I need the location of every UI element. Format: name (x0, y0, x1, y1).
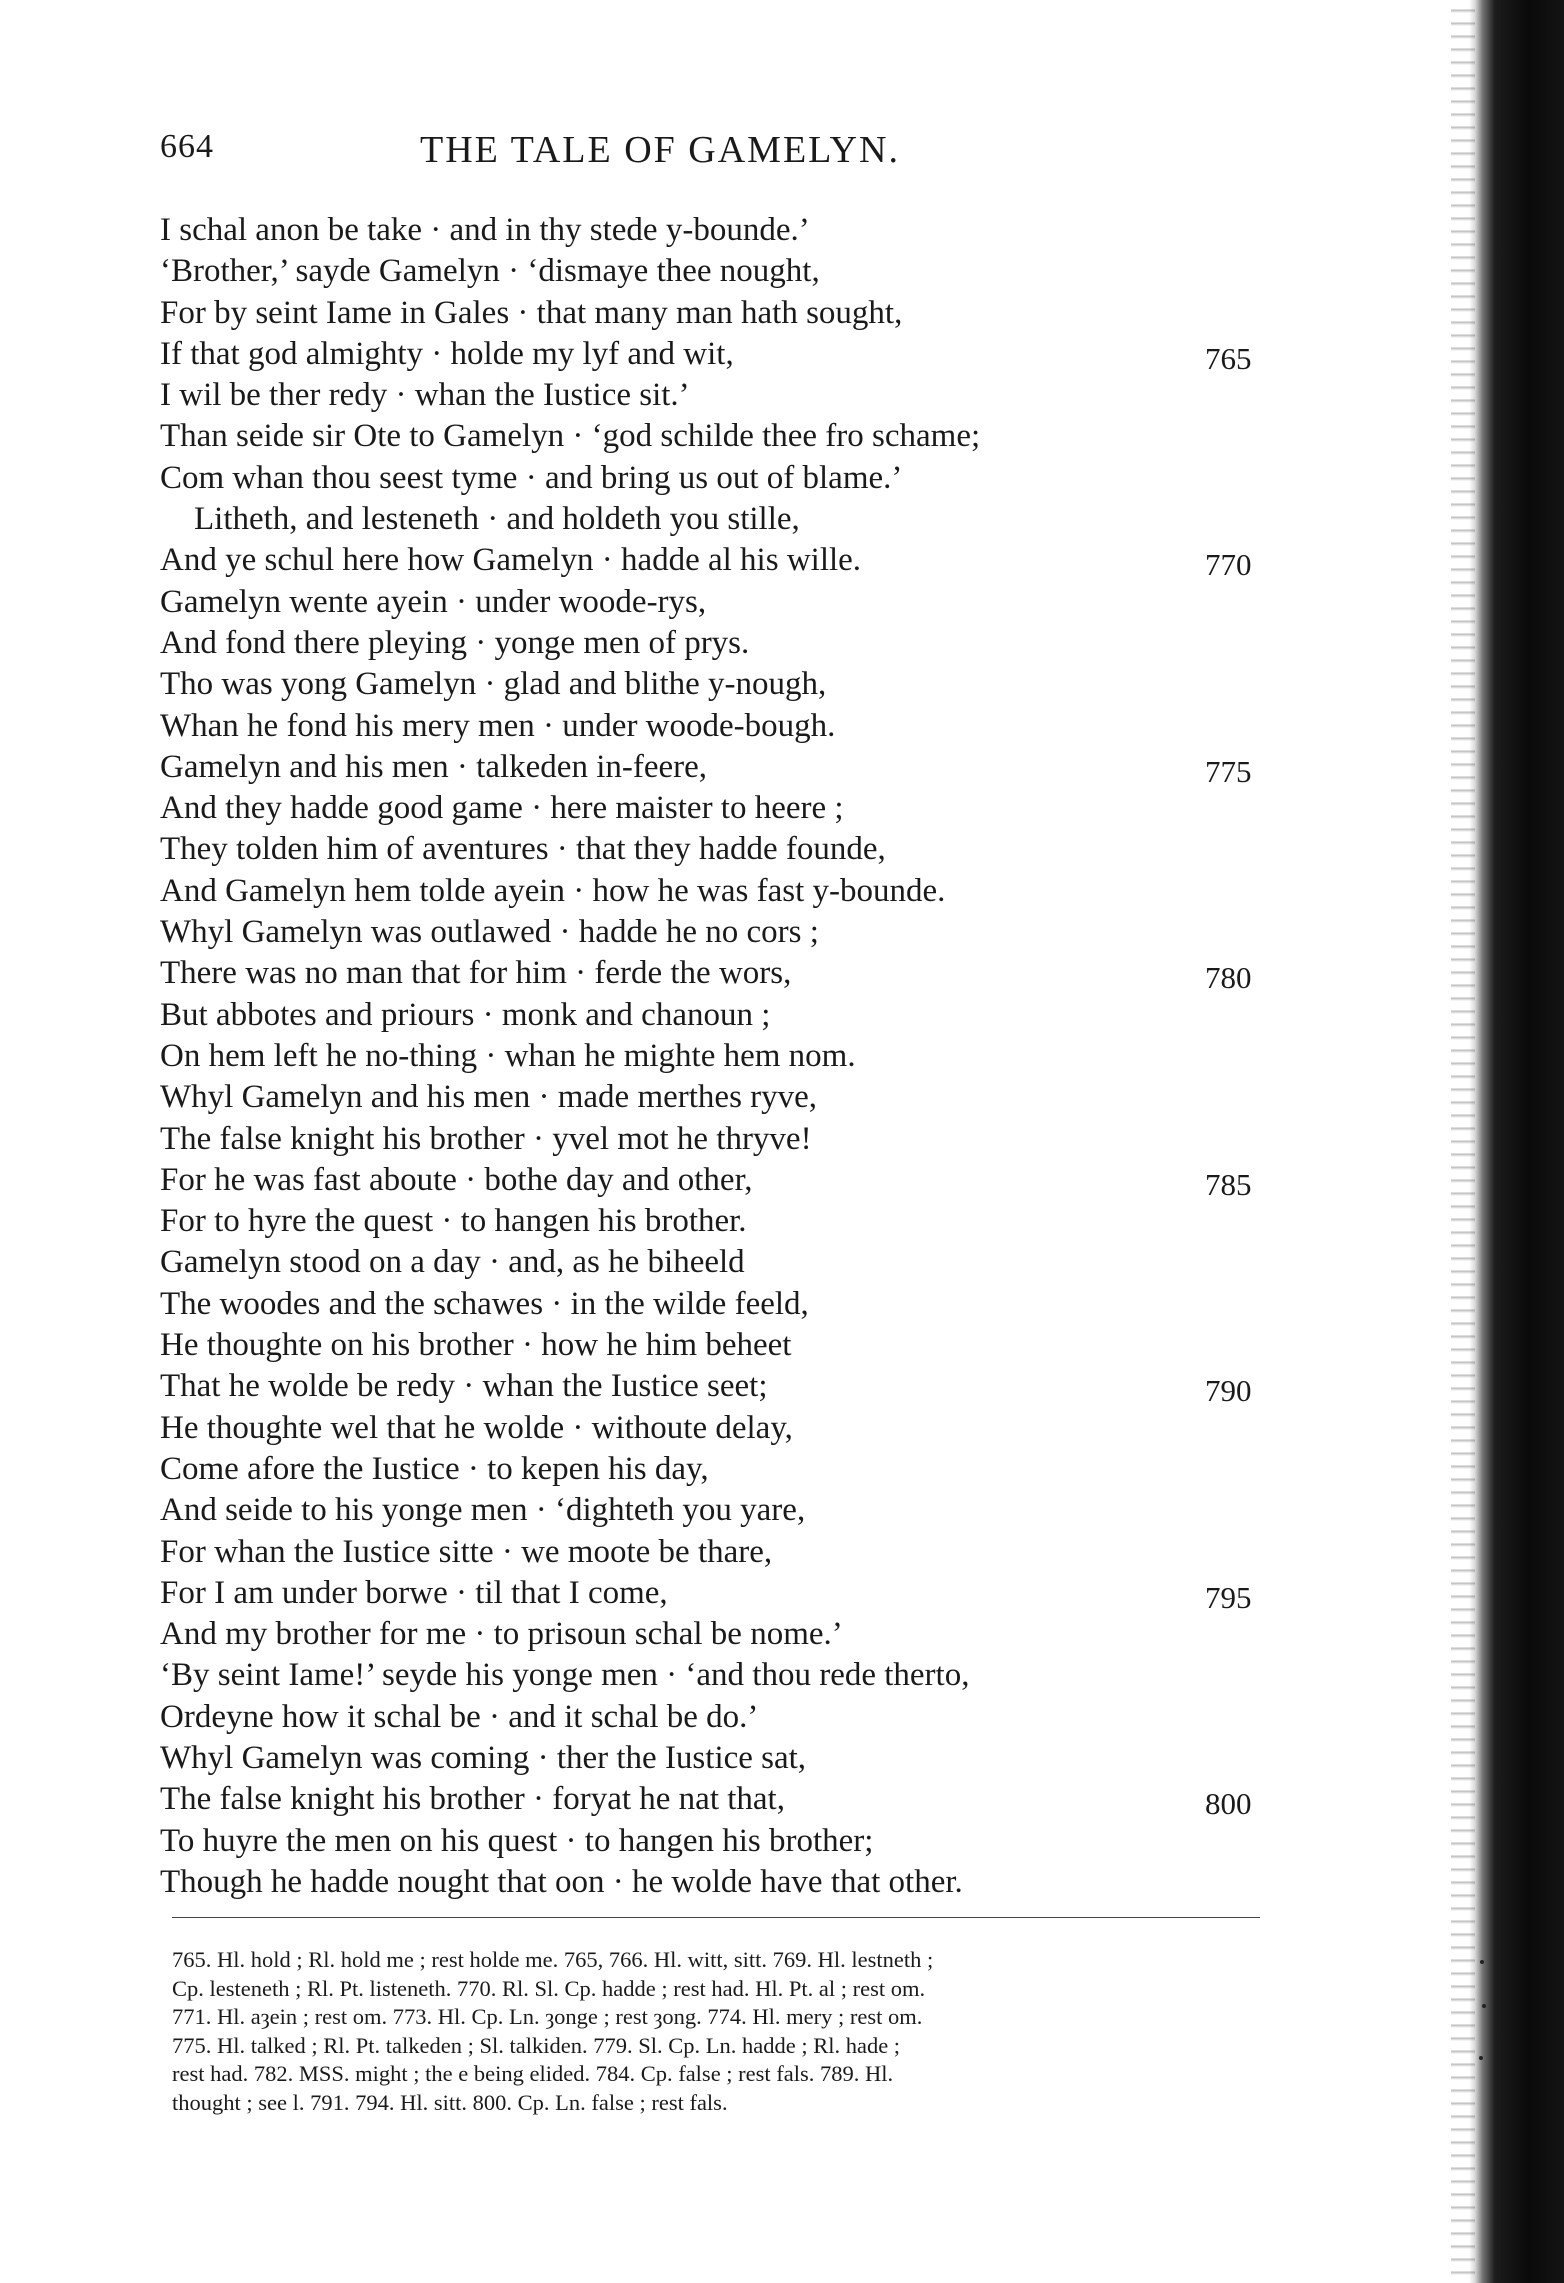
footnotes (172, 1946, 1272, 2117)
verse-line (160, 1077, 1270, 1118)
verse-line (160, 953, 1270, 994)
verse-text: Whyl Gamelyn and his men · made merthes ryve, (160, 1079, 818, 1116)
verse-text: For he was fast aboute · bothe day and other, (160, 1161, 753, 1198)
verse-text: If that god almighty · holde my lyf and wit, (160, 335, 734, 372)
line-number: 785 (1205, 1166, 1252, 1202)
verse-text: Gamelyn stood on a day · and, as he biheeld (160, 1244, 745, 1281)
verse-text: ‘By seint Iame!’ seyde his yonge men · ‘and thou rede therto, (160, 1657, 970, 1694)
verse-text: Whan he fond his mery men · under woode-bough. (160, 707, 836, 744)
verse-text: Gamelyn wente ayein · under woode-rys, (160, 583, 707, 620)
verse-text: There was no man that for him · ferde the wors, (160, 955, 792, 992)
verse-line (160, 1614, 1270, 1655)
verse-line (160, 1779, 1270, 1820)
verse-line (160, 458, 1270, 499)
line-number: 800 (1205, 1786, 1252, 1822)
verse-line (160, 582, 1270, 623)
line-number: 780 (1205, 960, 1252, 996)
footnote-rule (172, 1917, 1260, 1918)
verse-line (160, 1449, 1270, 1490)
verse-text: Come afore the Iustice · to kepen his day, (160, 1450, 709, 1487)
verse-text: Gamelyn and his men · talkeden in-feere, (160, 748, 708, 785)
verse-line (160, 1242, 1270, 1283)
verse-text: For by seint Iame in Gales · that many man hath sought, (160, 294, 903, 331)
verse-text: He thoughte on his brother · how he him beheet (160, 1327, 792, 1364)
verse-line (160, 251, 1270, 292)
verse-text: The false knight his brother · foryat he nat that, (160, 1781, 785, 1818)
verse-line (160, 912, 1270, 953)
verse-line (160, 747, 1270, 788)
verse-line (160, 293, 1270, 334)
verse-text: The false knight his brother · yvel mot he thryve! (160, 1120, 812, 1157)
line-number: 790 (1205, 1373, 1252, 1409)
verse-line (160, 1408, 1270, 1449)
verse-line (160, 1036, 1270, 1077)
verse-line (160, 1201, 1270, 1242)
poem-text (160, 210, 1270, 1903)
verse-line (160, 1697, 1270, 1738)
verse-text: Than seide sir Ote to Gamelyn · ‘god schilde thee fro schame; (160, 418, 981, 455)
verse-line (160, 1284, 1270, 1325)
verse-text: Litheth, and lesteneth · and holdeth you stille, (194, 501, 800, 538)
verse-line (160, 829, 1270, 870)
verse-text: For I am under borwe · til that I come, (160, 1574, 668, 1611)
footnote-line: Cp. lesteneth ; Rl. Pt. listeneth. 770. Rl. Sl. Cp. hadde ; rest had. Hl. Pt. al ; rest om. (172, 1975, 926, 2001)
verse-line (160, 995, 1270, 1036)
binding-edge (1469, 0, 1564, 2283)
verse-text: Tho was yong Gamelyn · glad and blithe y-nough, (160, 666, 827, 703)
verse-text: And Gamelyn hem tolde ayein · how he was fast y-bounde. (160, 872, 946, 909)
verse-line (160, 623, 1270, 664)
footnote-line: 765. Hl. hold ; Rl. hold me ; rest holde me. 765, 766. Hl. witt, sitt. 769. Hl. lestneth ; (172, 1947, 934, 1972)
verse-text: Ordeyne how it schal be · and it schal be do.’ (160, 1698, 759, 1735)
verse-line (160, 334, 1270, 375)
verse-text: He thoughte wel that he wolde · withoute delay, (160, 1409, 793, 1446)
running-title: THE TALE OF GAMELYN. (420, 129, 900, 171)
verse-text: And they hadde good game · here maister to heere ; (160, 790, 844, 827)
verse-line (160, 416, 1270, 457)
line-number: 795 (1205, 1579, 1252, 1615)
verse-text: And my brother for me · to prisoun schal be nome.’ (160, 1616, 843, 1653)
line-number: 770 (1205, 547, 1252, 583)
verse-text: On hem left he no-thing · whan he mighte hem nom. (160, 1037, 856, 1074)
verse-line (160, 1738, 1270, 1779)
footnote-line: thought ; see l. 791. 794. Hl. sitt. 800. Cp. Ln. false ; rest fals. (172, 2089, 728, 2115)
verse-line (160, 871, 1270, 912)
verse-line (160, 1821, 1270, 1862)
verse-line (160, 540, 1270, 581)
verse-line (160, 1366, 1270, 1407)
verse-text: Though he hadde nought that oon · he wolde have that other. (160, 1863, 963, 1900)
verse-text: Whyl Gamelyn was outlawed · hadde he no cors ; (160, 914, 819, 951)
verse-text: And ye schul here how Gamelyn · hadde al his wille. (160, 542, 862, 579)
verse-line (160, 1490, 1270, 1531)
verse-line (160, 210, 1270, 251)
running-head (160, 128, 1270, 180)
verse-line (160, 788, 1270, 829)
verse-line (160, 1119, 1270, 1160)
verse-text: And seide to his yonge men · ‘dighteth you yare, (160, 1492, 806, 1529)
verse-line (160, 1655, 1270, 1696)
verse-line (160, 375, 1270, 416)
verse-line (160, 1532, 1270, 1573)
footnote-line: rest had. 782. MSS. might ; the e being elided. 784. Cp. false ; rest fals. 789. Hl. (172, 2061, 894, 2086)
verse-line (160, 1160, 1270, 1201)
scan-specks (1478, 1960, 1488, 2080)
line-number: 775 (1205, 753, 1252, 789)
verse-line (160, 664, 1270, 705)
verse-text: But abbotes and priours · monk and chanoun ; (160, 996, 771, 1033)
verse-text: I schal anon be take · and in thy stede y-bounde.’ (160, 212, 810, 248)
verse-line (160, 499, 1270, 540)
footnote-line: 771. Hl. aȝein ; rest om. 773. Hl. Cp. Ln. ȝonge ; rest ȝong. 774. Hl. mery ; rest om. (172, 2004, 923, 2029)
footnote-line: 775. Hl. talked ; Rl. Pt. talkeden ; Sl. talkiden. 779. Sl. Cp. Ln. hadde ; Rl. hade ; (172, 2032, 901, 2058)
verse-text: And fond there pleying · yonge men of prys. (160, 624, 750, 661)
line-number: 765 (1205, 340, 1252, 376)
verse-text: ‘Brother,’ sayde Gamelyn · ‘dismaye thee nought, (160, 253, 820, 290)
verse-line (160, 706, 1270, 747)
verse-text: Whyl Gamelyn was coming · ther the Iustice sat, (160, 1739, 807, 1776)
verse-text: For whan the Iustice sitte · we moote be thare, (160, 1533, 773, 1570)
verse-text: They tolden him of aventures · that they hadde founde, (160, 831, 886, 868)
verse-line (160, 1325, 1270, 1366)
verse-text: That he wolde be redy · whan the Iustice seet; (160, 1368, 768, 1405)
page-number: 664 (160, 128, 214, 165)
verse-text: I wil be ther redy · whan the Iustice sit.’ (160, 377, 690, 414)
verse-line (160, 1573, 1270, 1614)
verse-text: To huyre the men on his quest · to hangen his brother; (160, 1822, 874, 1859)
verse-text: The woodes and the schawes · in the wilde feeld, (160, 1285, 809, 1322)
verse-line (160, 1862, 1270, 1903)
verse-text: For to hyre the quest · to hangen his brother. (160, 1203, 747, 1240)
verse-text: Com whan thou seest tyme · and bring us out of blame.’ (160, 459, 903, 496)
